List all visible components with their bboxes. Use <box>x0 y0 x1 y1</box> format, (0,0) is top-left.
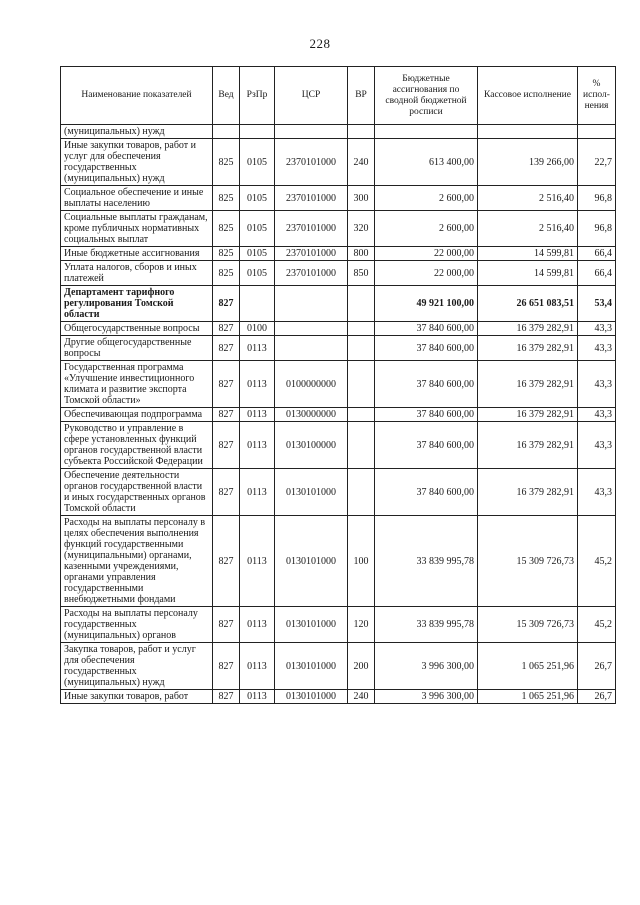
cell-csr: 0130000000 <box>275 408 348 422</box>
cell-ved: 827 <box>213 690 240 704</box>
cell-assignments: 37 840 600,00 <box>375 336 478 361</box>
cell-rzpr: 0113 <box>240 422 275 469</box>
cell-vr: 850 <box>348 261 375 286</box>
cell-csr <box>275 286 348 322</box>
col-header-rzpr: РзПр <box>240 67 275 125</box>
cell-rzpr: 0113 <box>240 408 275 422</box>
cell-cash-execution: 16 379 282,91 <box>478 336 578 361</box>
col-header-name: Наименование показателей <box>61 67 213 125</box>
cell-assignments: 37 840 600,00 <box>375 469 478 516</box>
table-row <box>61 361 616 408</box>
cell-rzpr: 0113 <box>240 361 275 408</box>
cell-csr: 2370101000 <box>275 247 348 261</box>
table-row <box>61 643 616 690</box>
table-row <box>61 322 616 336</box>
cell-vr <box>348 286 375 322</box>
cell-name: (муниципальных) нужд <box>61 125 213 139</box>
cell-rzpr: 0105 <box>240 139 275 186</box>
page-number: 228 <box>309 36 331 51</box>
cell-cash-execution: 16 379 282,91 <box>478 469 578 516</box>
cell-vr <box>348 361 375 408</box>
cell-vr: 100 <box>348 516 375 607</box>
cell-assignments: 2 600,00 <box>375 211 478 247</box>
cell-assignments: 37 840 600,00 <box>375 361 478 408</box>
cell-rzpr: 0113 <box>240 690 275 704</box>
cell-assignments: 37 840 600,00 <box>375 408 478 422</box>
cell-percent: 66,4 <box>578 247 616 261</box>
cell-assignments: 3 996 300,00 <box>375 690 478 704</box>
cell-vr: 240 <box>348 690 375 704</box>
cell-ved <box>213 125 240 139</box>
col-header-csr: ЦСР <box>275 67 348 125</box>
cell-vr: 200 <box>348 643 375 690</box>
cell-vr: 300 <box>348 186 375 211</box>
cell-csr: 0100000000 <box>275 361 348 408</box>
cell-percent: 43,3 <box>578 408 616 422</box>
cell-cash-execution: 16 379 282,91 <box>478 361 578 408</box>
cell-ved: 827 <box>213 322 240 336</box>
cell-rzpr: 0105 <box>240 247 275 261</box>
cell-assignments: 613 400,00 <box>375 139 478 186</box>
cell-vr <box>348 125 375 139</box>
cell-cash-execution: 15 309 726,73 <box>478 516 578 607</box>
cell-csr: 2370101000 <box>275 139 348 186</box>
cell-vr <box>348 469 375 516</box>
cell-csr: 2370101000 <box>275 186 348 211</box>
cell-ved: 825 <box>213 261 240 286</box>
cell-assignments <box>375 125 478 139</box>
table-header-row <box>61 67 616 125</box>
cell-vr <box>348 336 375 361</box>
cell-cash-execution <box>478 125 578 139</box>
cell-cash-execution: 1 065 251,96 <box>478 643 578 690</box>
cell-rzpr <box>240 125 275 139</box>
cell-csr: 0130101000 <box>275 516 348 607</box>
cell-cash-execution: 15 309 726,73 <box>478 607 578 643</box>
cell-percent: 43,3 <box>578 361 616 408</box>
cell-percent: 53,4 <box>578 286 616 322</box>
cell-csr: 0130100000 <box>275 422 348 469</box>
cell-ved: 827 <box>213 422 240 469</box>
cell-rzpr: 0100 <box>240 322 275 336</box>
cell-name: Общегосударственные вопросы <box>61 322 213 336</box>
cell-cash-execution: 16 379 282,91 <box>478 408 578 422</box>
cell-name: Иные бюджетные ассигнования <box>61 247 213 261</box>
cell-percent: 26,7 <box>578 643 616 690</box>
cell-rzpr: 0113 <box>240 516 275 607</box>
cell-cash-execution: 14 599,81 <box>478 261 578 286</box>
col-header-vr: ВР <box>348 67 375 125</box>
cell-csr: 0130101000 <box>275 469 348 516</box>
cell-ved: 827 <box>213 408 240 422</box>
cell-percent: 43,3 <box>578 322 616 336</box>
cell-ved: 825 <box>213 211 240 247</box>
table-row <box>61 422 616 469</box>
table-row <box>61 186 616 211</box>
cell-rzpr: 0113 <box>240 643 275 690</box>
table-row <box>61 408 616 422</box>
cell-assignments: 49 921 100,00 <box>375 286 478 322</box>
cell-name: Уплата налогов, сборов и иных платежей <box>61 261 213 286</box>
cell-name: Закупка товаров, работ и услуг для обеспечения государственных (муниципальных) нужд <box>61 643 213 690</box>
cell-rzpr: 0105 <box>240 261 275 286</box>
cell-name: Руководство и управление в сфере установленных функций органов государственной власти субъекта Российской Федерации <box>61 422 213 469</box>
cell-rzpr: 0113 <box>240 607 275 643</box>
cell-csr: 0130101000 <box>275 643 348 690</box>
cell-rzpr <box>240 286 275 322</box>
cell-cash-execution: 16 379 282,91 <box>478 422 578 469</box>
cell-vr: 120 <box>348 607 375 643</box>
cell-ved: 827 <box>213 469 240 516</box>
cell-cash-execution: 14 599,81 <box>478 247 578 261</box>
cell-cash-execution: 1 065 251,96 <box>478 690 578 704</box>
cell-name: Социальные выплаты гражданам, кроме публичных нормативных социальных выплат <box>61 211 213 247</box>
cell-csr <box>275 125 348 139</box>
table-row <box>61 261 616 286</box>
cell-csr: 2370101000 <box>275 211 348 247</box>
cell-cash-execution: 26 651 083,51 <box>478 286 578 322</box>
col-header-percent: % испол-нения <box>578 67 616 125</box>
cell-percent: 43,3 <box>578 422 616 469</box>
cell-assignments: 33 839 995,78 <box>375 607 478 643</box>
cell-ved: 825 <box>213 247 240 261</box>
cell-percent: 45,2 <box>578 516 616 607</box>
cell-rzpr: 0105 <box>240 211 275 247</box>
table-row <box>61 286 616 322</box>
cell-percent <box>578 125 616 139</box>
cell-vr: 800 <box>348 247 375 261</box>
col-header-ved: Вед <box>213 67 240 125</box>
cell-ved: 827 <box>213 336 240 361</box>
cell-cash-execution: 2 516,40 <box>478 211 578 247</box>
cell-name: Расходы на выплаты персоналу в целях обеспечения выполнения функций государственными (муниципальными) органами, казенными учреждениями, органами управления государственными внебюджетными фондами <box>61 516 213 607</box>
cell-csr <box>275 322 348 336</box>
cell-percent: 22,7 <box>578 139 616 186</box>
cell-name: Другие общегосударственные вопросы <box>61 336 213 361</box>
cell-percent: 96,8 <box>578 211 616 247</box>
table-row <box>61 211 616 247</box>
cell-vr: 320 <box>348 211 375 247</box>
cell-name: Иные закупки товаров, работ <box>61 690 213 704</box>
cell-assignments: 37 840 600,00 <box>375 322 478 336</box>
budget-execution-table <box>60 66 616 704</box>
cell-csr: 0130101000 <box>275 690 348 704</box>
cell-assignments: 3 996 300,00 <box>375 643 478 690</box>
cell-name: Расходы на выплаты персоналу государственных (муниципальных) органов <box>61 607 213 643</box>
cell-rzpr: 0113 <box>240 336 275 361</box>
cell-ved: 827 <box>213 607 240 643</box>
table-row <box>61 690 616 704</box>
cell-ved: 825 <box>213 186 240 211</box>
cell-assignments: 22 000,00 <box>375 261 478 286</box>
table-row <box>61 469 616 516</box>
table-row <box>61 125 616 139</box>
col-header-cash-execution: Кассовое исполнение <box>478 67 578 125</box>
cell-name: Государственная программа «Улучшение инвестиционного климата и развитие экспорта Томской области» <box>61 361 213 408</box>
cell-name: Департамент тарифного регулирования Томской области <box>61 286 213 322</box>
cell-cash-execution: 2 516,40 <box>478 186 578 211</box>
table-row <box>61 516 616 607</box>
table-row <box>61 336 616 361</box>
cell-ved: 827 <box>213 286 240 322</box>
cell-rzpr: 0113 <box>240 469 275 516</box>
cell-cash-execution: 139 266,00 <box>478 139 578 186</box>
cell-vr: 240 <box>348 139 375 186</box>
cell-percent: 26,7 <box>578 690 616 704</box>
cell-percent: 66,4 <box>578 261 616 286</box>
cell-cash-execution: 16 379 282,91 <box>478 322 578 336</box>
cell-percent: 96,8 <box>578 186 616 211</box>
cell-name: Социальное обеспечение и иные выплаты населению <box>61 186 213 211</box>
cell-csr: 2370101000 <box>275 261 348 286</box>
cell-ved: 827 <box>213 516 240 607</box>
cell-assignments: 22 000,00 <box>375 247 478 261</box>
cell-percent: 45,2 <box>578 607 616 643</box>
cell-name: Обеспечение деятельности органов государственной власти и иных государственных органов Томской области <box>61 469 213 516</box>
cell-vr <box>348 408 375 422</box>
cell-ved: 827 <box>213 643 240 690</box>
cell-ved: 825 <box>213 139 240 186</box>
cell-assignments: 2 600,00 <box>375 186 478 211</box>
cell-vr <box>348 422 375 469</box>
cell-csr: 0130101000 <box>275 607 348 643</box>
cell-rzpr: 0105 <box>240 186 275 211</box>
cell-name: Иные закупки товаров, работ и услуг для обеспечения государственных (муниципальных) нужд <box>61 139 213 186</box>
cell-name: Обеспечивающая подпрограмма <box>61 408 213 422</box>
cell-ved: 827 <box>213 361 240 408</box>
table-row <box>61 247 616 261</box>
table-row <box>61 139 616 186</box>
cell-assignments: 33 839 995,78 <box>375 516 478 607</box>
cell-csr <box>275 336 348 361</box>
cell-percent: 43,3 <box>578 469 616 516</box>
cell-vr <box>348 322 375 336</box>
cell-percent: 43,3 <box>578 336 616 361</box>
col-header-assignments: Бюджетные ассигнования по сводной бюджетной росписи <box>375 67 478 125</box>
table-row <box>61 607 616 643</box>
cell-assignments: 37 840 600,00 <box>375 422 478 469</box>
